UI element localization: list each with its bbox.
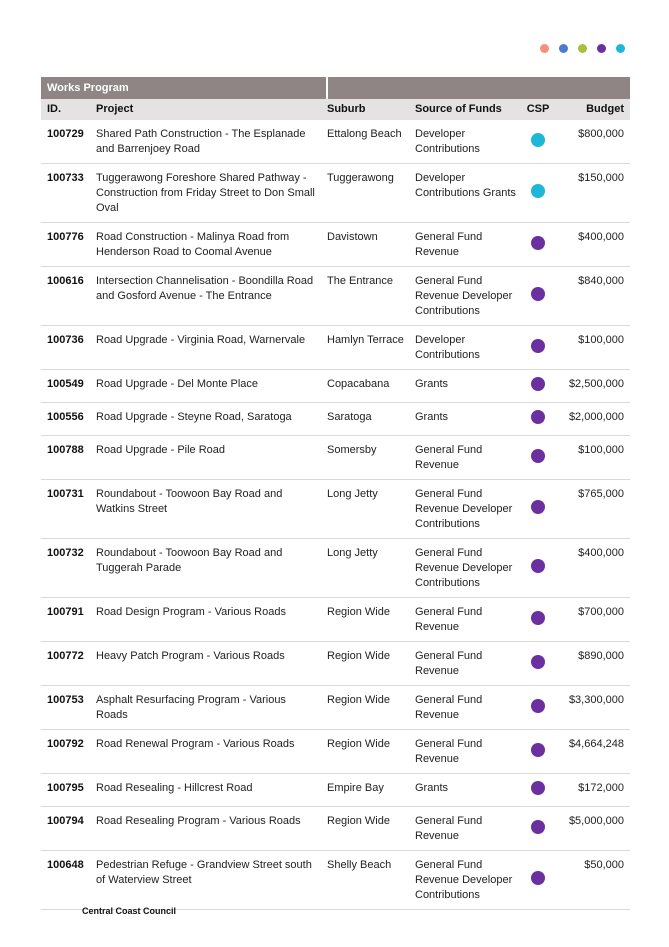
- cell-project: Road Upgrade - Virginia Road, Warnervale: [96, 334, 306, 346]
- table-row: [41, 326, 630, 370]
- cell-csp: [520, 642, 556, 686]
- cell-project: Shared Path Construction - The Esplanade and Barrenjoey Road: [96, 128, 306, 155]
- cell-suburb: Somersby: [327, 444, 377, 456]
- cell-funds: Developer Contributions Grants: [415, 172, 516, 199]
- cell-budget: $100,000: [578, 334, 624, 346]
- cell-csp: [520, 774, 556, 807]
- section-header-row: [41, 77, 630, 99]
- cell-funds: Grants: [415, 782, 449, 794]
- cell-suburb: Ettalong Beach: [327, 128, 402, 140]
- cell-id: 100733: [47, 172, 84, 184]
- cell-id: 100794: [47, 815, 84, 827]
- table-row: [41, 642, 630, 686]
- cell-id: 100795: [47, 782, 84, 794]
- column-header-row: [41, 99, 630, 120]
- cell-funds: Grants: [415, 378, 449, 390]
- cell-suburb: Copacabana: [327, 378, 390, 390]
- csp-indicator-dot: [531, 184, 545, 198]
- cell-funds: General Fund Revenue: [415, 694, 483, 721]
- csp-indicator-dot: [531, 449, 545, 463]
- cell-project: Road Resealing Program - Various Roads: [96, 815, 301, 827]
- decorative-dot: [578, 44, 587, 53]
- table-row: [41, 730, 630, 774]
- column-header-budget: Budget: [556, 99, 630, 120]
- cell-budget: $172,000: [578, 782, 624, 794]
- cell-id: 100648: [47, 859, 84, 871]
- cell-suburb: Tuggerawong: [327, 172, 394, 184]
- cell-csp: [520, 370, 556, 403]
- cell-funds: Developer Contributions: [415, 128, 480, 155]
- csp-indicator-dot: [531, 699, 545, 713]
- cell-id: 100788: [47, 444, 84, 456]
- cell-csp: [520, 120, 556, 164]
- cell-id: 100792: [47, 738, 84, 750]
- cell-budget: $3,300,000: [568, 694, 624, 706]
- cell-project: Road Design Program - Various Roads: [96, 606, 286, 618]
- works-program-table: [41, 77, 630, 910]
- cell-funds: General Fund Revenue: [415, 606, 483, 633]
- cell-id: 100736: [47, 334, 84, 346]
- column-header-id: ID.: [41, 99, 96, 120]
- cell-csp: [520, 686, 556, 730]
- cell-funds: General Fund Revenue: [415, 815, 483, 842]
- cell-budget: $2,500,000: [568, 378, 624, 390]
- cell-csp: [520, 267, 556, 326]
- cell-id: 100753: [47, 694, 84, 706]
- cell-suburb: Region Wide: [327, 815, 390, 827]
- cell-funds: Developer Contributions: [415, 334, 480, 361]
- table-row: [41, 436, 630, 480]
- csp-indicator-dot: [531, 410, 545, 424]
- cell-id: 100732: [47, 547, 84, 559]
- cell-suburb: Region Wide: [327, 650, 390, 662]
- decorative-dot: [540, 44, 549, 53]
- cell-project: Road Upgrade - Pile Road: [96, 444, 226, 456]
- footer-council-name: Central Coast Council: [82, 906, 177, 916]
- cell-suburb: Davistown: [327, 231, 378, 243]
- decorative-dot: [597, 44, 606, 53]
- cell-suburb: Region Wide: [327, 738, 390, 750]
- cell-suburb: Hamlyn Terrace: [327, 334, 404, 346]
- cell-project: Roundabout - Toowoon Bay Road and Watkins Street: [96, 488, 283, 515]
- cell-budget: $400,000: [578, 547, 624, 559]
- cell-funds: General Fund Revenue Developer Contributions: [415, 547, 513, 589]
- cell-project: Intersection Channelisation - Boondilla Road and Gosford Avenue - The Entrance: [96, 275, 314, 302]
- table-row: [41, 539, 630, 598]
- cell-budget: $2,000,000: [568, 411, 624, 423]
- csp-indicator-dot: [531, 236, 545, 250]
- cell-budget: $4,664,248: [568, 738, 624, 750]
- section-title: Works Program: [41, 77, 327, 99]
- csp-indicator-dot: [531, 820, 545, 834]
- cell-budget: $50,000: [584, 859, 624, 871]
- table-row: [41, 267, 630, 326]
- cell-id: 100556: [47, 411, 84, 423]
- cell-csp: [520, 326, 556, 370]
- cell-csp: [520, 403, 556, 436]
- cell-csp: [520, 164, 556, 223]
- section-header-filler: [327, 77, 630, 99]
- cell-budget: $890,000: [578, 650, 624, 662]
- cell-suburb: Empire Bay: [327, 782, 384, 794]
- table-body: [41, 120, 630, 910]
- table-row: [41, 164, 630, 223]
- csp-indicator-dot: [531, 781, 545, 795]
- cell-project: Road Construction - Malinya Road from Henderson Road to Coomal Avenue: [96, 231, 290, 258]
- cell-id: 100616: [47, 275, 84, 287]
- cell-id: 100731: [47, 488, 84, 500]
- works-program-table-container: [41, 77, 630, 910]
- cell-id: 100549: [47, 378, 84, 390]
- cell-csp: [520, 598, 556, 642]
- cell-funds: General Fund Revenue Developer Contributions: [415, 859, 513, 901]
- csp-indicator-dot: [531, 611, 545, 625]
- table-row: [41, 480, 630, 539]
- cell-budget: $400,000: [578, 231, 624, 243]
- cell-project: Road Upgrade - Del Monte Place: [96, 378, 259, 390]
- cell-csp: [520, 807, 556, 851]
- cell-csp: [520, 851, 556, 910]
- cell-funds: General Fund Revenue Developer Contributions: [415, 275, 513, 317]
- cell-funds: General Fund Revenue: [415, 650, 483, 677]
- cell-suburb: Saratoga: [327, 411, 372, 423]
- cell-project: Heavy Patch Program - Various Roads: [96, 650, 285, 662]
- table-row: [41, 223, 630, 267]
- table-row: [41, 120, 630, 164]
- csp-indicator-dot: [531, 559, 545, 573]
- table-row: [41, 851, 630, 910]
- cell-suburb: Region Wide: [327, 694, 390, 706]
- csp-indicator-dot: [531, 871, 545, 885]
- cell-suburb: Region Wide: [327, 606, 390, 618]
- csp-indicator-dot: [531, 339, 545, 353]
- decorative-dot: [559, 44, 568, 53]
- cell-funds: Grants: [415, 411, 449, 423]
- column-header-suburb: Suburb: [327, 99, 415, 120]
- table-row: [41, 686, 630, 730]
- cell-budget: $800,000: [578, 128, 624, 140]
- cell-funds: General Fund Revenue: [415, 738, 483, 765]
- csp-indicator-dot: [531, 743, 545, 757]
- decorative-dot: [616, 44, 625, 53]
- cell-funds: General Fund Revenue: [415, 231, 483, 258]
- column-header-csp: CSP: [520, 99, 556, 120]
- csp-indicator-dot: [531, 133, 545, 147]
- cell-suburb: Shelly Beach: [327, 859, 392, 871]
- table-row: [41, 403, 630, 436]
- cell-id: 100776: [47, 231, 84, 243]
- cell-project: Road Renewal Program - Various Roads: [96, 738, 295, 750]
- cell-budget: $765,000: [578, 488, 624, 500]
- cell-budget: $840,000: [578, 275, 624, 287]
- cell-suburb: Long Jetty: [327, 547, 378, 559]
- cell-funds: General Fund Revenue Developer Contributions: [415, 488, 513, 530]
- cell-csp: [520, 480, 556, 539]
- column-header-funds: Source of Funds: [415, 99, 520, 120]
- csp-indicator-dot: [531, 500, 545, 514]
- csp-indicator-dot: [531, 287, 545, 301]
- cell-project: Tuggerawong Foreshore Shared Pathway - Construction from Friday Street to Don Small Oval: [96, 172, 315, 214]
- cell-csp: [520, 730, 556, 774]
- cell-budget: $700,000: [578, 606, 624, 618]
- cell-suburb: Long Jetty: [327, 488, 378, 500]
- table-row: [41, 774, 630, 807]
- decorative-dots: [540, 44, 625, 53]
- cell-id: 100729: [47, 128, 84, 140]
- cell-csp: [520, 436, 556, 480]
- cell-project: Road Upgrade - Steyne Road, Saratoga: [96, 411, 292, 423]
- cell-budget: $150,000: [578, 172, 624, 184]
- table-row: [41, 370, 630, 403]
- cell-funds: General Fund Revenue: [415, 444, 483, 471]
- cell-suburb: The Entrance: [327, 275, 394, 287]
- cell-project: Pedestrian Refuge - Grandview Street south of Waterview Street: [96, 859, 312, 886]
- cell-project: Road Resealing - Hillcrest Road: [96, 782, 253, 794]
- table-row: [41, 807, 630, 851]
- csp-indicator-dot: [531, 377, 545, 391]
- cell-csp: [520, 223, 556, 267]
- cell-id: 100772: [47, 650, 84, 662]
- table-row: [41, 598, 630, 642]
- cell-csp: [520, 539, 556, 598]
- cell-id: 100791: [47, 606, 84, 618]
- cell-budget: $5,000,000: [568, 815, 624, 827]
- csp-indicator-dot: [531, 655, 545, 669]
- cell-project: Roundabout - Toowoon Bay Road and Tuggerah Parade: [96, 547, 283, 574]
- cell-budget: $100,000: [578, 444, 624, 456]
- cell-project: Asphalt Resurfacing Program - Various Roads: [96, 694, 286, 721]
- column-header-project: Project: [96, 99, 327, 120]
